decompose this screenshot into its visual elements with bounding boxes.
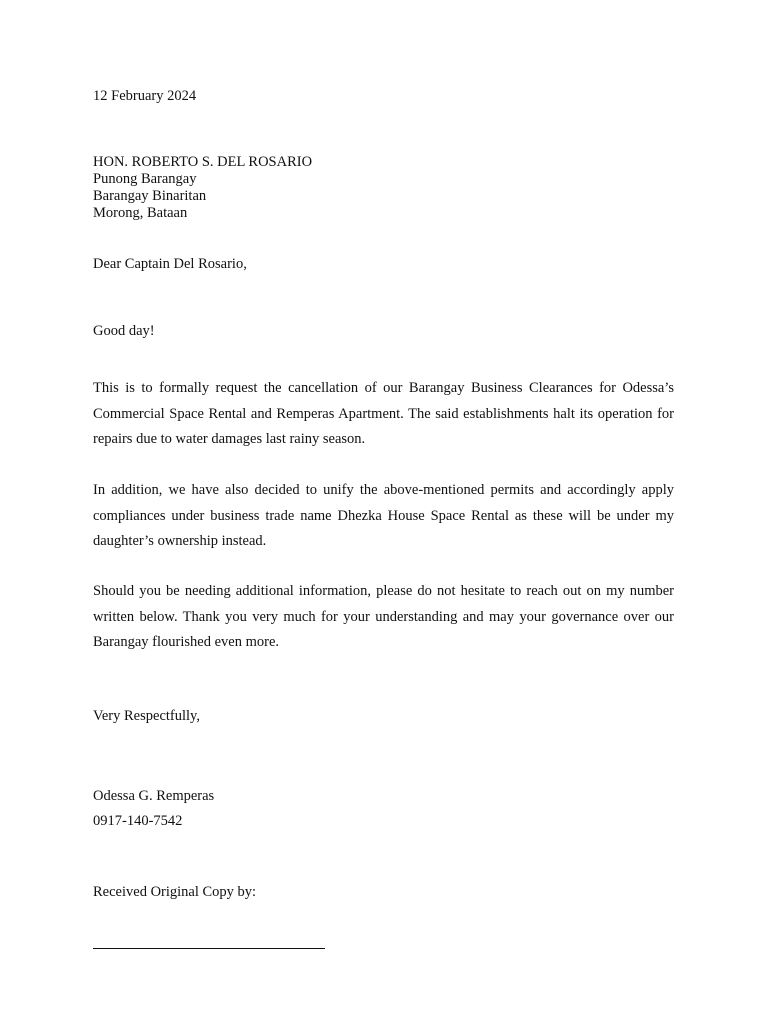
salutation: Dear Captain Del Rosario,	[93, 256, 247, 272]
recipient-address	[93, 154, 312, 222]
body-paragraph-2: In addition, we have also decided to unify the above-mentioned permits and accordingly apply compliances under business trade name Dhezka House Space Rental as these will be under my daughter’s ownership instead.	[93, 482, 674, 549]
body-paragraph-3: Should you be needing additional information, please do not hesitate to reach out on my number written below. Thank you very much for your understanding and may your governance over our Barangay flourished even more.	[93, 583, 674, 650]
closing: Very Respectfully,	[93, 708, 200, 724]
recipient-location: Morong, Bataan	[93, 205, 188, 221]
sender-phone: 0917-140-7542	[93, 813, 183, 829]
recipient-barangay: Barangay Binaritan	[93, 188, 207, 204]
signature-line	[93, 948, 325, 949]
recipient-name: HON. ROBERTO S. DEL ROSARIO	[93, 154, 313, 170]
recipient-title: Punong Barangay	[93, 171, 197, 187]
sender-block	[93, 784, 214, 834]
body-paragraph-1: This is to formally request the cancellation of our Barangay Business Clearances for Odessa’s Commercial Space Rental and Remperas Apartment. The said establishments halt its operation for repairs due to water damages last rainy season.	[93, 380, 674, 447]
letter-date: 12 February 2024	[93, 88, 197, 104]
sender-name: Odessa G. Remperas	[93, 788, 215, 804]
greeting: Good day!	[93, 323, 155, 339]
received-label: Received Original Copy by:	[93, 884, 257, 900]
